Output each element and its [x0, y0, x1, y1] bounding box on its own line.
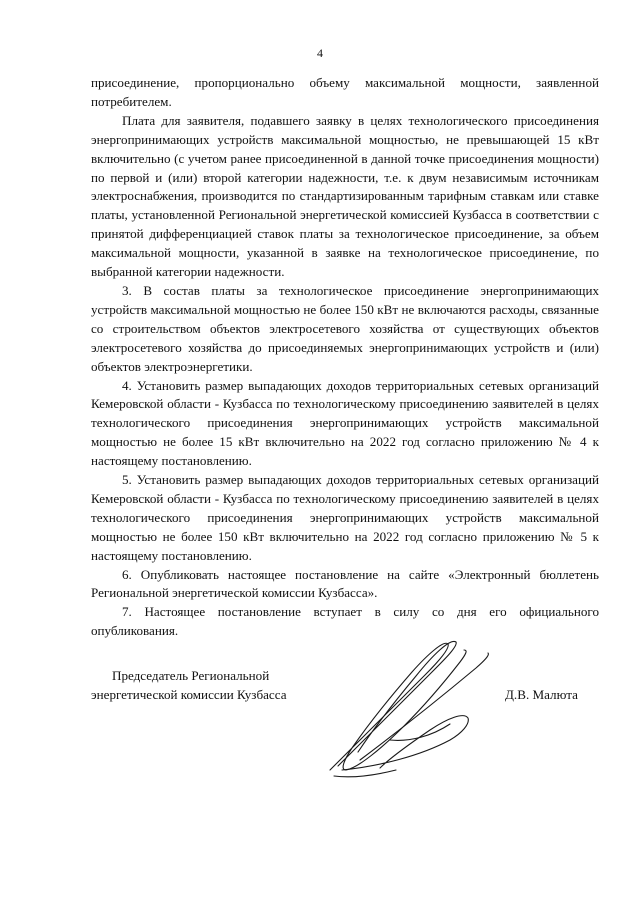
- paragraph-continuation: присоединение, пропорционально объему максимальной мощности, заявленной потребителем.: [91, 75, 599, 109]
- paragraph-item-5: 5. Установить размер выпадающих доходов территориальных сетевых организаций Кемеровской области - Кузбасса по технологическому присоединению заявителей в целях технологического присоединения энергопринимающих устройств максимальной мощностью не более 150 кВт включительно на 2022 год согласно приложению № 5 к настоящему постановлению.: [91, 472, 599, 563]
- paragraph-item-6: 6. Опубликовать настоящее постановление на сайте «Электронный бюллетень Региональной энергетической комиссии Кузбасса».: [91, 566, 599, 601]
- signatory-position-line1: Председатель Региональной: [112, 668, 270, 683]
- page-number: 4: [317, 46, 323, 60]
- document-body: [91, 74, 599, 641]
- paragraph-fee: Плата для заявителя, подавшего заявку в целях технологического присоединения энергопринимающих устройств максимальной мощностью, не превышающей 15 кВт включительно (с учетом ранее присоединенной в данной точке присоединения мощности) по первой и (или) второй категории надежности, т.е. к двум независимым источникам электроснабжения, производится по стандартизированным тарифным ставкам или ставке платы, установленной Региональной энергетической комиссией Кузбасса в соответствии с принятой дифференциацией ставок платы за технологическое присоединение, за объем максимальной мощности, указанной в заявке на технологическое присоединение, по выбранной категории надежности.: [91, 112, 599, 280]
- signatory-position-line2: энергетической комиссии Кузбасса: [91, 687, 287, 702]
- paragraph-item-4: 4. Установить размер выпадающих доходов территориальных сетевых организаций Кемеровской области - Кузбасса по технологическому присоединению заявителей в целях технологического присоединения энергопринимающих устройств максимальной мощностью не более 15 кВт включительно на 2022 год согласно приложению № 4 к настоящему постановлению.: [91, 377, 599, 469]
- paragraph-item-3: 3. В состав платы за технологическое присоединение энергопринимающих устройств максимальной мощностью не более 150 кВт не включаются расходы, связанные со строительством объектов электросетевого хозяйства от существующих объектов электросетевого хозяйства до присоединяемых энергопринимающих устройств и (или) объектов электроэнергетики.: [91, 282, 599, 374]
- signatory-position: [91, 666, 287, 704]
- signatory-name: Д.В. Малюта: [505, 687, 578, 702]
- handwritten-signature: [300, 620, 500, 790]
- paragraph-item-7: 7. Настоящее постановление вступает в силу со дня его официального опубликования.: [91, 604, 599, 639]
